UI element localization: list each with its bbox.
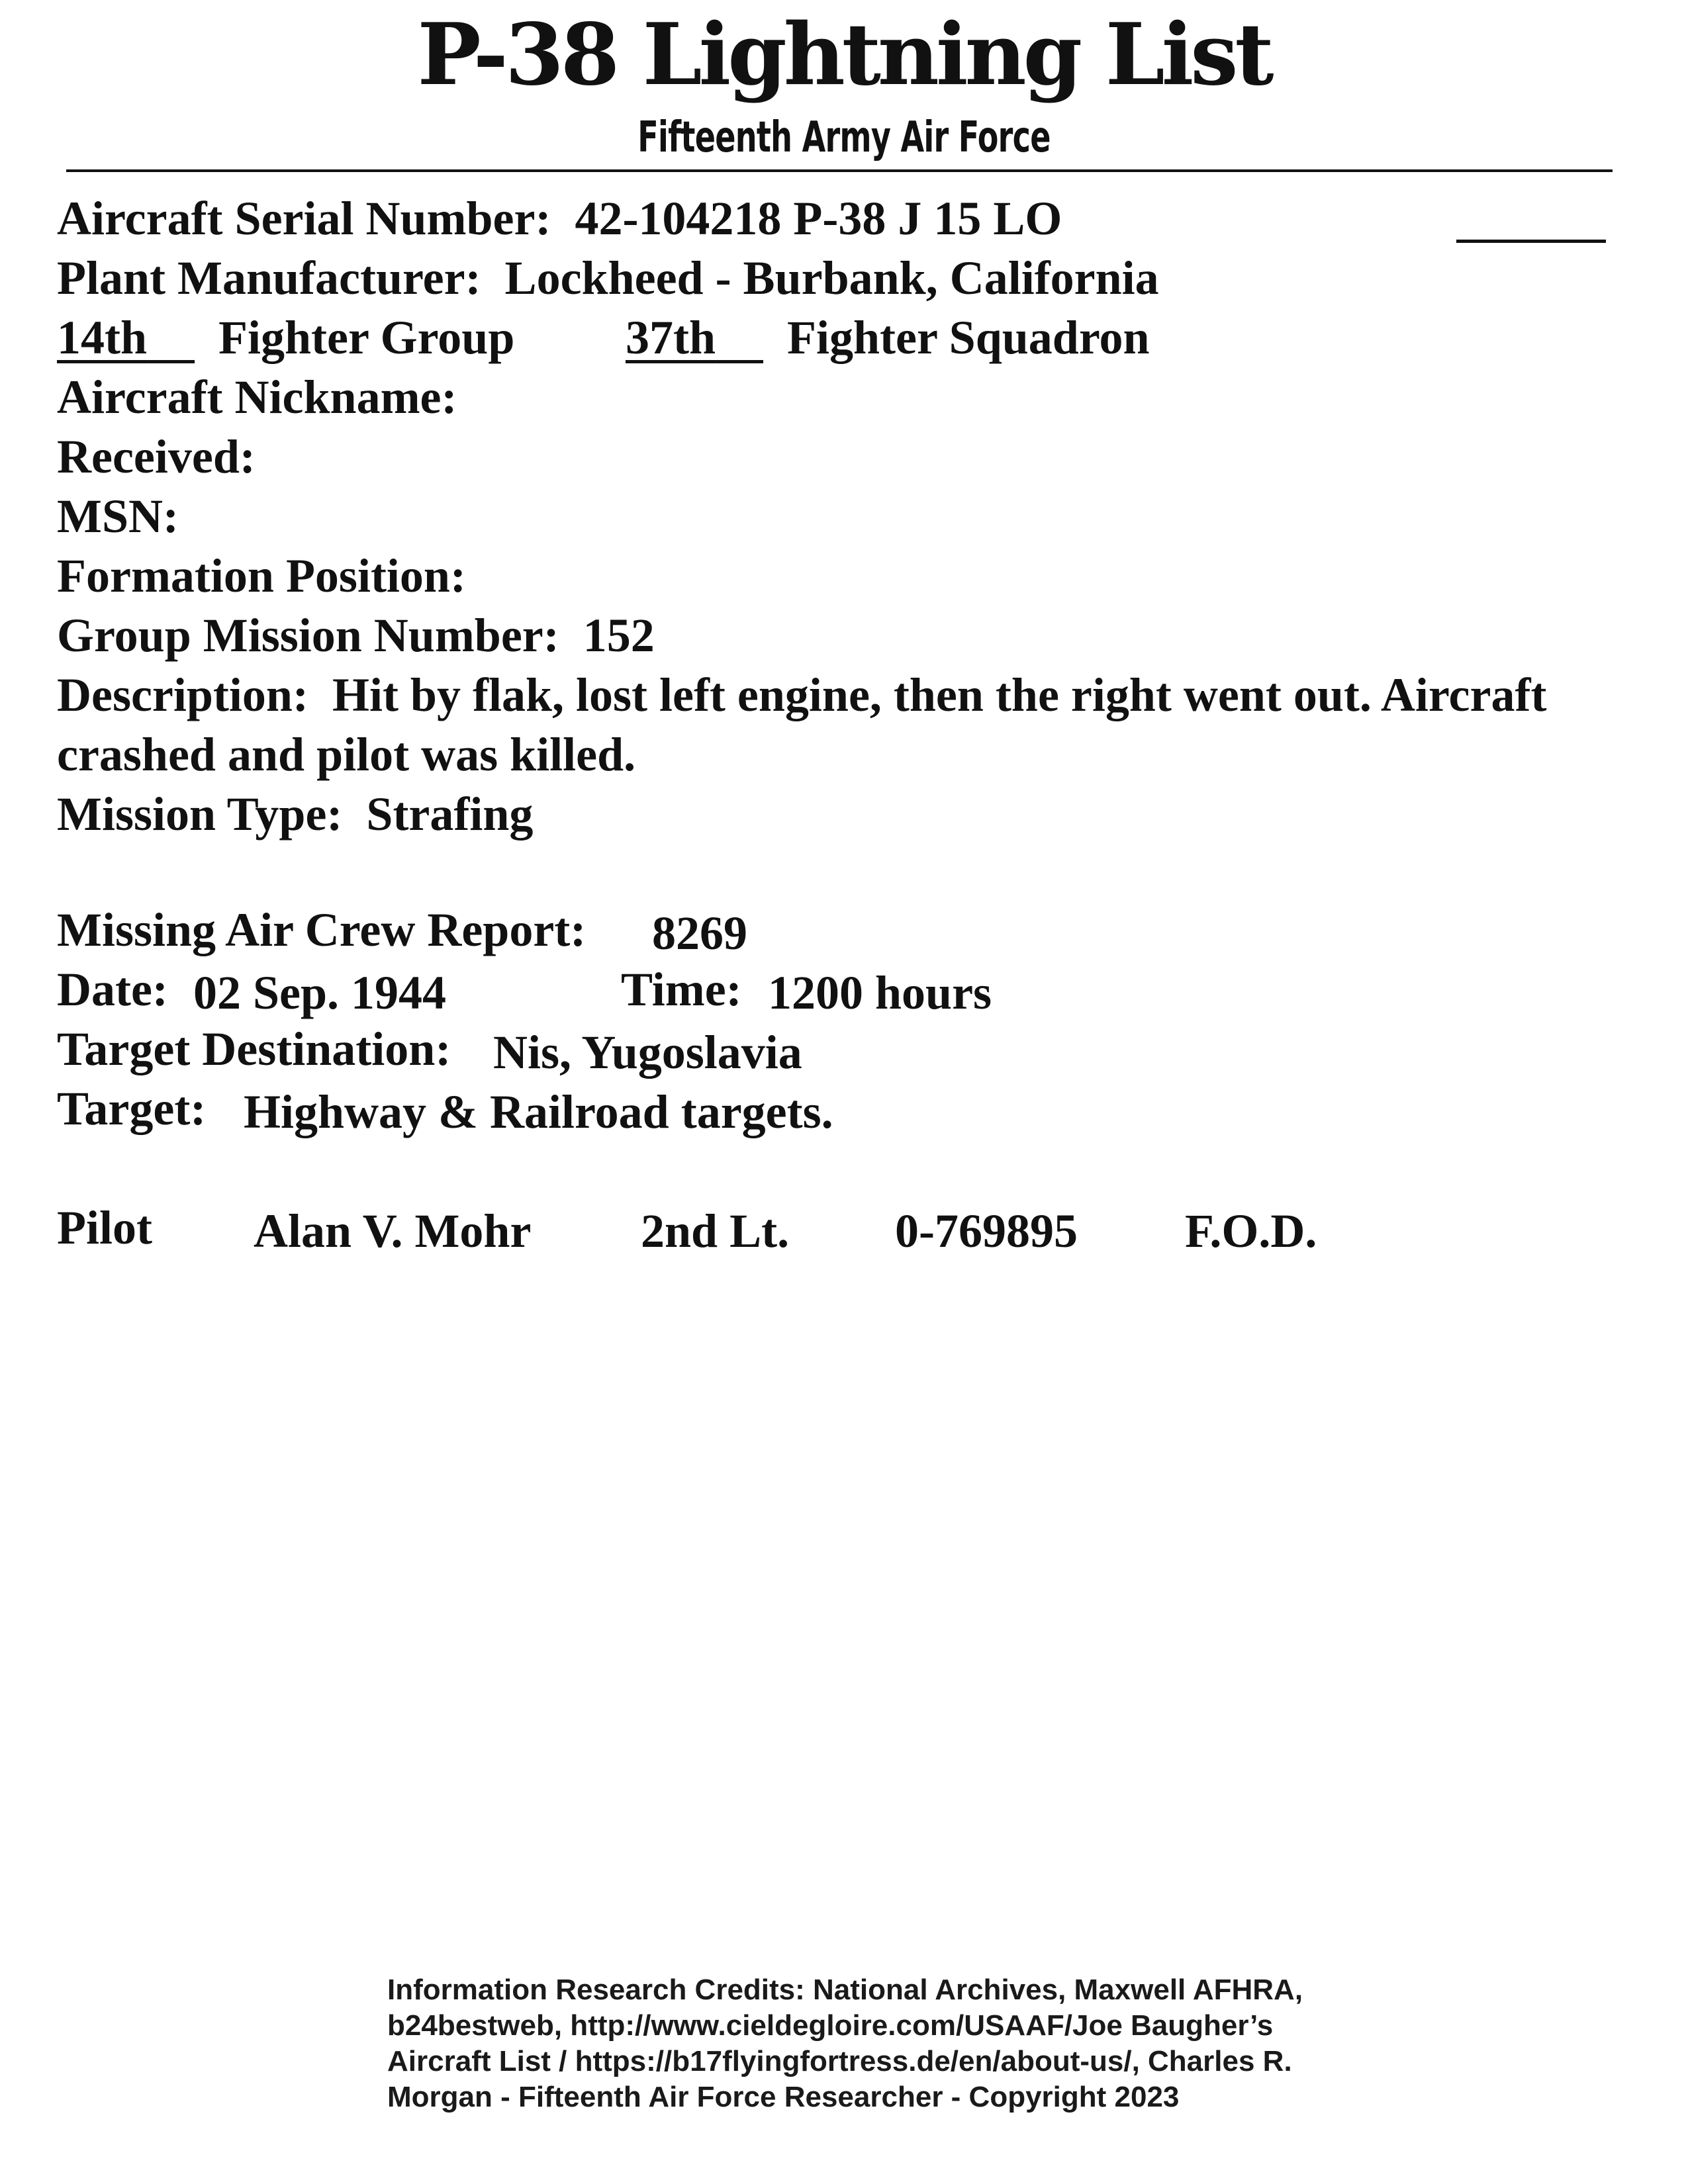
crew-serial: 0-769895	[895, 1205, 1078, 1257]
nickname-label: Aircraft Nickname:	[57, 371, 457, 424]
formation-label: Formation Position:	[57, 549, 466, 602]
description-text-line2: crashed and pilot was killed.	[57, 728, 636, 781]
msn-label: MSN:	[57, 490, 179, 543]
squadron-label: Fighter Squadron	[787, 311, 1150, 364]
header-divider	[66, 169, 1613, 172]
credits-line-3: Aircraft List / https://b17flyingfortress.de/en/about-us/, Charles R.	[387, 2045, 1292, 2077]
date-value: 02 Sep. 1944	[193, 966, 447, 1019]
plant-value: Lockheed - Burbank, California	[504, 251, 1159, 304]
squadron-row	[626, 308, 1150, 367]
group-value: 14th	[57, 311, 148, 364]
page-subtitle: Fifteenth Army Air Force	[637, 113, 1051, 162]
time-value: 1200 hours	[768, 966, 992, 1019]
group-row	[57, 308, 514, 367]
description-label: Description:	[57, 668, 308, 721]
crew-name: Alan V. Mohr	[254, 1205, 532, 1257]
mission-type-value: Strafing	[366, 788, 534, 841]
serial-label: Aircraft Serial Number:	[57, 192, 551, 245]
macr-label: Missing Air Crew Report:	[57, 903, 586, 956]
serial-row	[57, 189, 1062, 248]
crew-rank: 2nd Lt.	[641, 1205, 790, 1257]
target-destination-value: Nis, Yugoslavia	[493, 1026, 802, 1079]
credits-line-4: Morgan - Fifteenth Air Force Researcher - Copyright 2023	[387, 2081, 1180, 2113]
group-label: Fighter Group	[218, 311, 515, 364]
received-label: Received:	[57, 430, 256, 483]
squadron-value: 37th	[626, 311, 716, 364]
mission-number-value: 152	[583, 609, 655, 662]
target-value: Highway & Railroad targets.	[244, 1085, 833, 1138]
mission-number-row	[57, 606, 655, 665]
research-credits	[387, 1972, 1303, 2115]
target-label: Target:	[57, 1082, 207, 1135]
description-row	[57, 665, 1546, 725]
page-title: P-38 Lightning List	[417, 5, 1271, 105]
serial-value: 42-104218 P-38 J 15 LO	[575, 192, 1062, 245]
credits-line-1: Information Research Credits: National Archives, Maxwell AFHRA,	[387, 1974, 1303, 2006]
mission-type-label: Mission Type:	[57, 788, 343, 841]
time-label: Time:	[621, 963, 742, 1016]
credits-line-2: b24bestweb, http://www.cieldegloire.com/USAAF/Joe Baugher’s	[387, 2009, 1274, 2042]
date-label: Date:	[57, 963, 168, 1016]
mission-number-label: Group Mission Number:	[57, 609, 559, 662]
plant-label: Plant Manufacturer:	[57, 251, 481, 304]
mission-type-row	[57, 784, 533, 844]
blank-field-line	[1456, 240, 1606, 243]
crew-status: F.O.D.	[1185, 1205, 1317, 1257]
description-text-line1: Hit by flak, lost left engine, then the right went out. Aircraft	[332, 668, 1547, 721]
macr-value: 8269	[652, 907, 747, 960]
crew-role: Pilot	[57, 1201, 152, 1254]
target-destination-label: Target Destination:	[57, 1023, 451, 1075]
plant-row	[57, 248, 1159, 308]
